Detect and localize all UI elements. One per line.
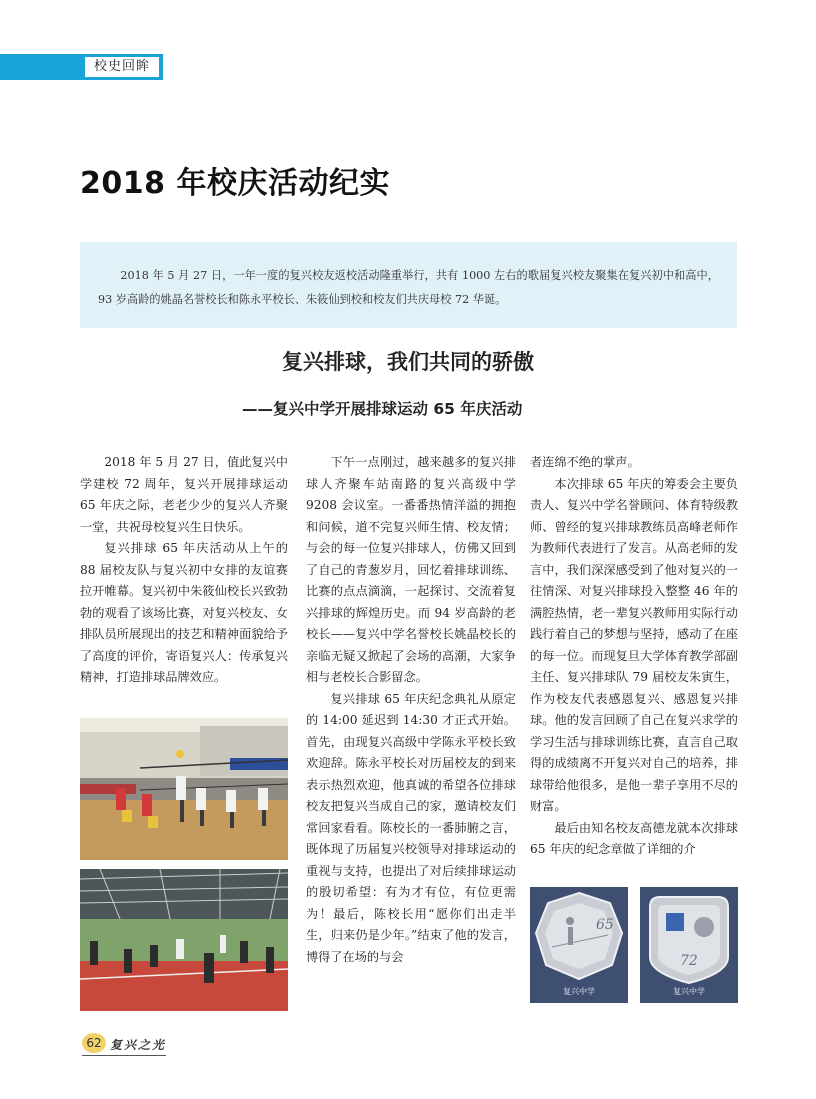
- magazine-name: 复兴之光: [110, 1038, 167, 1052]
- paragraph: 本次排球 65 年庆的筹委会主要负责人、复兴中学名誉顾问、体育特级教师、曾经的复兴排球教练员高峰老师作为教师代表进行了发言。从高老师的发言中，我们深深感受到了他对复兴的一往情深、对复兴排球投入整整 46 年的满腔热情，老一辈复兴教师用实际行动践行着自己的梦想与坚持，感动了在座的每一位。而现复旦大学体育教学部副主任、复兴排球队 79 届校友朱寅生，作为校友代表感恩复兴、感恩复兴排球。他的发言回顾了自己在复兴求学的学习生活与排球训练比赛，直言自己取得的成绩离不开复兴对自己的培养，排球带给他很多，是他一辈子享用不尽的财富。: [530, 476, 738, 813]
- article-title: 2018 年校庆活动纪实: [80, 166, 390, 201]
- section-tag: 校史回眸: [84, 56, 160, 78]
- volleyball-match-photo: [80, 718, 288, 860]
- commemorative-badge-72: [640, 887, 738, 1003]
- intro-text: 2018 年 5 月 27 日，一年一度的复兴校友返校活动隆重举行，共有 1000 左右的歌届复兴校友聚集在复兴初中和高中， 93 岁高龄的姚晶名誉校长和陈永平校长、朱筱仙到校和校友们共庆母校 72 华诞。: [98, 269, 719, 306]
- badge-label: 复兴中学: [563, 987, 595, 996]
- badge-label: 复兴中学: [673, 987, 705, 996]
- commemorative-badge-65: [530, 887, 628, 1003]
- paragraph: 复兴排球 65 年庆活动从上午的 88 届校友队与复兴初中女排的友谊赛拉开帷幕。复兴初中朱筱仙校长兴致勃勃的观看了该场比赛，对复兴校友、女排队员所展现出的技艺和精神面貌给予了高度的评价，寄语复兴人：传承复兴精神，打造排球品牌效应。: [80, 541, 288, 684]
- footer-divider: [82, 1055, 166, 1056]
- badge-number: 72: [680, 953, 698, 969]
- badge-number: 65: [596, 917, 614, 933]
- subheadline: ——复兴中学开展排球运动 65 年庆活动: [242, 400, 523, 418]
- paragraph: 者连绵不绝的掌声。: [530, 455, 640, 469]
- text-column-1: [80, 452, 288, 689]
- page-number: 62: [82, 1033, 106, 1053]
- text-column-2: [306, 452, 516, 968]
- text-column-3: [530, 452, 738, 861]
- headline: 复兴排球，我们共同的骄傲: [282, 350, 534, 374]
- paragraph: 最后由知名校友高德龙就本次排球 65 年庆的纪念章做了详细的介: [530, 820, 738, 856]
- paragraph: 2018 年 5 月 27 日，值此复兴中学建校 72 周年，复兴开展排球运动 65 年庆之际，老老少少的复兴人齐聚一堂，共祝母校复兴生日快乐。: [80, 455, 288, 534]
- intro-box: [80, 242, 737, 328]
- gymnasium-photo: [80, 869, 288, 1011]
- paragraph: 下午一点刚过，越来越多的复兴排球人齐聚车站南路的复兴高级中学 9208 会议室。一番番热情洋溢的拥抱和问候，道不完复兴师生情、校友情；与会的每一位复兴排球人，仿佛又回到了自己的青葱岁月，回忆着排球训练、比赛的点点滴滴，一起探讨、交流着复兴排球的辉煌历史。而 94 岁高龄的老校长——复兴中学名誉校长姚晶校长的亲临无疑又掀起了会场的高潮，大家争相与老校长合影留念。: [306, 455, 516, 684]
- paragraph: 复兴排球 65 年庆纪念典礼从原定的 14:00 延迟到 14:30 才正式开始。首先，由现复兴高级中学陈永平校长致欢迎辞。陈永平校长对历届校友的到来表示热烈欢迎，他真诚的希望各位排球校友把复兴当成自己的家，邀请校友们常回家看看。陈校长的一番肺腑之言，既体现了历届复兴校领导对排球运动的重视与支持，也提出了对后续排球运动的殷切希望：有为才有位，有位更需为！最后，陈校长用“愿你们出走半生，归来仍是少年。”结束了他的发言，博得了在场的与会: [306, 691, 516, 964]
